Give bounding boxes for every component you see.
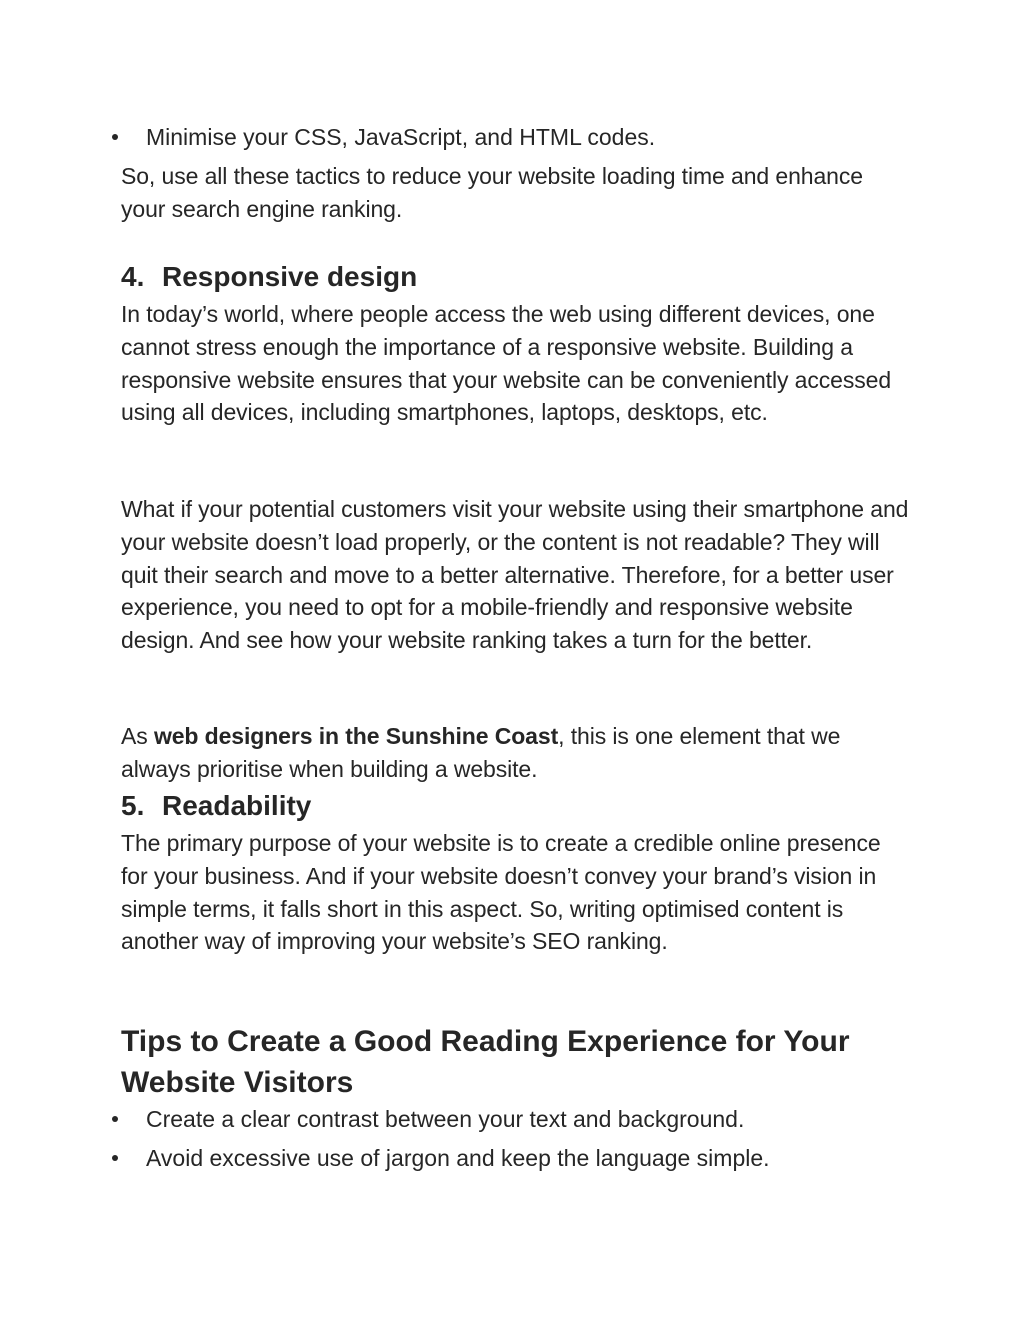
- bullet-icon: [112, 1155, 118, 1161]
- section-5-number: 5.: [121, 790, 145, 821]
- section-5-paragraph-1: The primary purpose of your website is to create a credible online presence for your business. And if your website doesn’t convey your brand’s vision in simple terms, it falls short in this aspect. So, writing optimised content is another way of improving your website’s SEO ranking.: [121, 830, 881, 955]
- bold-phrase: web designers in the Sunshine Coast: [153, 723, 559, 749]
- paragraph-tactics: So, use all these tactics to reduce your website loading time and enhance your search engine ranking.: [121, 163, 863, 222]
- list-item-text: Minimise your CSS, JavaScript, and HTML codes.: [146, 124, 656, 150]
- tips-heading: Tips to Create a Good Reading Experience for Your Website Visitors: [121, 1025, 850, 1099]
- section-4-heading: [121, 260, 417, 294]
- section-4-title: Responsive design: [162, 261, 418, 292]
- section-5-title: Readability: [162, 790, 312, 821]
- list-item-text: Create a clear contrast between your text and background.: [146, 1106, 745, 1132]
- bullet-icon: [112, 134, 118, 140]
- list-item-text: Avoid excessive use of jargon and keep the language simple.: [146, 1145, 770, 1171]
- section-5-heading: [121, 789, 311, 823]
- section-4-paragraph-2: What if your potential customers visit your website using their smartphone and your website doesn’t load properly, or the content is not readable? They will quit their search and move to a better alternative. Therefore, for a better user experience, you need to opt for a mobile-friendly and responsive website design. And see how your website ranking takes a turn for the better.: [121, 496, 909, 654]
- paragraph-suffix: , this is one element that we always prioritise when building a website.: [121, 723, 841, 782]
- section-4-number: 4.: [121, 261, 145, 292]
- bullet-icon: [112, 1116, 118, 1122]
- section-4-paragraph-1: In today’s world, where people access the web using different devices, one cannot stress enough the importance of a responsive website. Building a responsive website ensures that your website can be conveniently accessed using all devices, including smartphones, laptops, desktops, etc.: [121, 301, 892, 426]
- section-4-paragraph-3: [121, 720, 911, 786]
- paragraph-prefix: As: [121, 723, 154, 749]
